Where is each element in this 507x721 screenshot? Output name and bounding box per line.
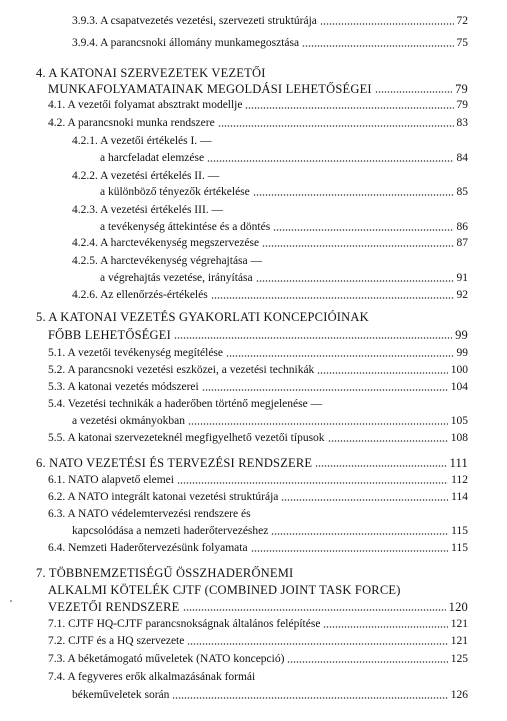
toc-entry-4-2-3-line1: 4.2.3. A vezetési értékelés III. — — [72, 204, 224, 216]
toc-entry-6-3[interactable] — [72, 524, 468, 538]
toc-entry-label: 4.2.6. Az ellenőrzés-értékelés — [72, 289, 208, 301]
dot-leader — [328, 440, 448, 442]
dot-leader — [207, 160, 453, 162]
toc-page-number: 121 — [450, 618, 468, 630]
toc-chapter-4[interactable] — [48, 82, 468, 96]
toc-entry-6-1[interactable] — [48, 473, 468, 487]
dot-leader — [183, 609, 446, 611]
toc-page-number: 84 — [456, 152, 468, 164]
dot-leader — [256, 280, 454, 282]
dot-leader — [271, 533, 448, 535]
dot-leader — [188, 423, 448, 425]
toc-entry-label: 4.1. A vezetői folyamat absztrakt modellje — [48, 99, 243, 111]
toc-page-number: 100 — [450, 364, 468, 376]
toc-entry-7-4-line1: 7.4. A fegyveres erők alkalmazásának formái — [48, 671, 256, 683]
toc-chapter-4-title-line1: 4. A KATONAI SZERVEZETEK VEZETŐI — [36, 66, 266, 80]
toc-chapter-5-title-line1: 5. A KATONAI VEZETÉS GYAKORLATI KONCEPCIÓINAK — [36, 310, 369, 324]
dot-leader — [226, 355, 454, 357]
toc-entry-4-2-6[interactable] — [72, 288, 468, 302]
dot-leader — [281, 499, 448, 501]
toc-entry-label: a végrehajtás vezetése, irányítása — [100, 272, 253, 284]
toc-entry-6-2[interactable] — [48, 490, 468, 504]
toc-page-number: 72 — [456, 15, 468, 27]
dot-leader — [315, 465, 446, 467]
toc-page-number: 125 — [450, 653, 468, 665]
toc-entry-4-2-2-line1: 4.2.2. A vezetési értékelés II. — — [72, 170, 220, 182]
dot-leader — [202, 389, 448, 391]
toc-chapter-7[interactable] — [48, 600, 468, 614]
toc-page-number: 104 — [450, 381, 468, 393]
toc-page-number: 120 — [448, 600, 468, 614]
toc-entry-label: 6.4. Nemzeti Haderőtervezésünk folyamata — [48, 542, 248, 554]
dot-leader — [287, 661, 447, 663]
toc-entry-6-4[interactable] — [48, 541, 468, 555]
toc-page-number: 126 — [450, 689, 468, 701]
toc-entry-5-4-line1: 5.4. Vezetési technikák a haderőben történő megjelenése — — [48, 398, 323, 410]
toc-entry-3-9-3[interactable] — [72, 14, 468, 28]
toc-entry-4-2[interactable] — [48, 116, 468, 130]
toc-page-number: 111 — [449, 456, 468, 470]
toc-entry-4-2-1-line1: 4.2.1. A vezetői értékelés I. — — [72, 135, 212, 147]
toc-entry-4-2-5-line1: 4.2.5. A harctevékenység végrehajtása — — [72, 255, 263, 267]
toc-entry-label: 4.2.4. A harctevékenység megszervezése — [72, 237, 260, 249]
dot-leader — [174, 337, 452, 339]
toc-entry-4-2-2[interactable] — [100, 185, 468, 199]
toc-entry-label: a tevékenység áttekintése és a döntés — [100, 221, 271, 233]
toc-entry-label: MUNKAFOLYAMATAINAK MEGOLDÁSI LEHETŐSÉGEI — [48, 82, 372, 96]
toc-entry-3-9-4[interactable] — [72, 36, 468, 50]
toc-entry-label: 3.9.4. A parancsnoki állomány munkamegosztása — [72, 37, 300, 49]
toc-page-number: 91 — [456, 272, 468, 284]
toc-entry-label: békeműveletek során — [72, 689, 170, 701]
toc-page-number: 99 — [456, 347, 468, 359]
toc-entry-label: 7.2. CJTF és a HQ szervezete — [48, 635, 185, 647]
toc-page-number: 79 — [455, 82, 468, 96]
toc-entry-7-3[interactable] — [48, 652, 468, 666]
toc-entry-4-2-5[interactable] — [100, 271, 468, 285]
dot-leader — [323, 626, 447, 628]
toc-entry-label: 5.1. A vezetői tevékenység megítélése — [48, 347, 223, 359]
toc-entry-4-1[interactable] — [48, 98, 468, 112]
toc-entry-label: 5.5. A katonai szervezeteknél megfigyelhető vezetői típusok — [48, 432, 325, 444]
toc-entry-label: 7.1. CJTF HQ-CJTF parancsnokságnak általános felépítése — [48, 618, 321, 630]
toc-page-number: 85 — [456, 186, 468, 198]
toc-page-number: 114 — [451, 491, 468, 503]
dot-leader — [317, 372, 447, 374]
toc-entry-label: a különböző tényezők értékelése — [100, 186, 250, 198]
toc-page-number: 105 — [450, 415, 468, 427]
toc-page-number: 92 — [456, 289, 468, 301]
toc-entry-label: 7.3. A béketámogató műveletek (NATO koncepció) — [48, 653, 285, 665]
dot-leader — [273, 229, 453, 231]
dot-leader — [320, 23, 454, 25]
dot-leader — [187, 643, 447, 645]
toc-page-number: 121 — [450, 635, 468, 647]
toc-entry-label: 5.2. A parancsnoki vezetési eszközei, a vezetési technikák — [48, 364, 315, 376]
dot-leader — [262, 245, 453, 247]
toc-chapter-5[interactable] — [48, 328, 468, 342]
toc-entry-label: VEZETŐI RENDSZERE — [48, 600, 180, 614]
toc-entry-label: a vezetési okmányokban — [72, 415, 186, 427]
toc-entry-5-4[interactable] — [72, 414, 468, 428]
toc-page-number: 75 — [456, 37, 468, 49]
toc-entry-4-2-1[interactable] — [100, 151, 468, 165]
toc-entry-5-1[interactable] — [48, 346, 468, 360]
toc-page-number: 108 — [450, 432, 468, 444]
toc-entry-4-2-3[interactable] — [100, 220, 468, 234]
toc-page-number: 115 — [451, 542, 468, 554]
toc-entry-label: a harcfeladat elemzése — [100, 152, 205, 164]
toc-entry-5-3[interactable] — [48, 380, 468, 394]
toc-entry-6-3-line1: 6.3. A NATO védelemtervezési rendszere és — [48, 508, 251, 520]
toc-chapter-6[interactable] — [36, 456, 468, 470]
toc-page-number: 115 — [451, 525, 468, 537]
scan-speck — [10, 600, 12, 602]
toc-chapter-7-title-line1: 7. TÖBBNEMZETISÉGŰ ÖSSZHADERŐNEMI — [36, 566, 294, 580]
dot-leader — [375, 91, 452, 93]
toc-entry-7-4[interactable] — [72, 688, 468, 702]
toc-entry-label: 6. NATO VEZETÉSI ÉS TERVEZÉSI RENDSZERE — [36, 456, 313, 470]
dot-leader — [253, 194, 454, 196]
dot-leader — [177, 482, 448, 484]
toc-page-number: 83 — [456, 117, 468, 129]
dot-leader — [172, 697, 447, 699]
toc-entry-label: 6.2. A NATO integrált katonai vezetési struktúrája — [48, 491, 279, 503]
dot-leader — [211, 297, 454, 299]
toc-page-number: 79 — [456, 99, 468, 111]
toc-entry-7-1[interactable] — [48, 617, 468, 631]
dot-leader — [251, 550, 449, 552]
toc-page-number: 87 — [456, 237, 468, 249]
dot-leader — [245, 107, 453, 109]
toc-entry-5-2[interactable] — [48, 363, 468, 377]
toc-chapter-7-title-line2: ALKALMI KÖTELÉK CJTF (COMBINED JOINT TASK FORCE) — [48, 583, 401, 597]
toc-entry-label: 6.1. NATO alapvető elemei — [48, 474, 174, 486]
toc-entry-4-2-4[interactable] — [72, 236, 468, 250]
toc-entry-7-2[interactable] — [48, 634, 468, 648]
toc-entry-label: 5.3. A katonai vezetés módszerei — [48, 381, 199, 393]
toc-entry-label: 3.9.3. A csapatvezetés vezetési, szervezeti struktúrája — [72, 15, 317, 27]
toc-page-number: 112 — [451, 474, 468, 486]
toc-entry-5-5[interactable] — [48, 431, 468, 445]
toc-page-number: 99 — [455, 328, 468, 342]
toc-entry-label: 4.2. A parancsnoki munka rendszere — [48, 117, 215, 129]
toc-entry-label: FŐBB LEHETŐSÉGEI — [48, 328, 171, 342]
toc-entry-label: kapcsolódása a nemzeti haderőtervezéshez — [72, 525, 269, 537]
dot-leader — [218, 125, 454, 127]
dot-leader — [302, 45, 453, 47]
toc-page-number: 86 — [456, 221, 468, 233]
